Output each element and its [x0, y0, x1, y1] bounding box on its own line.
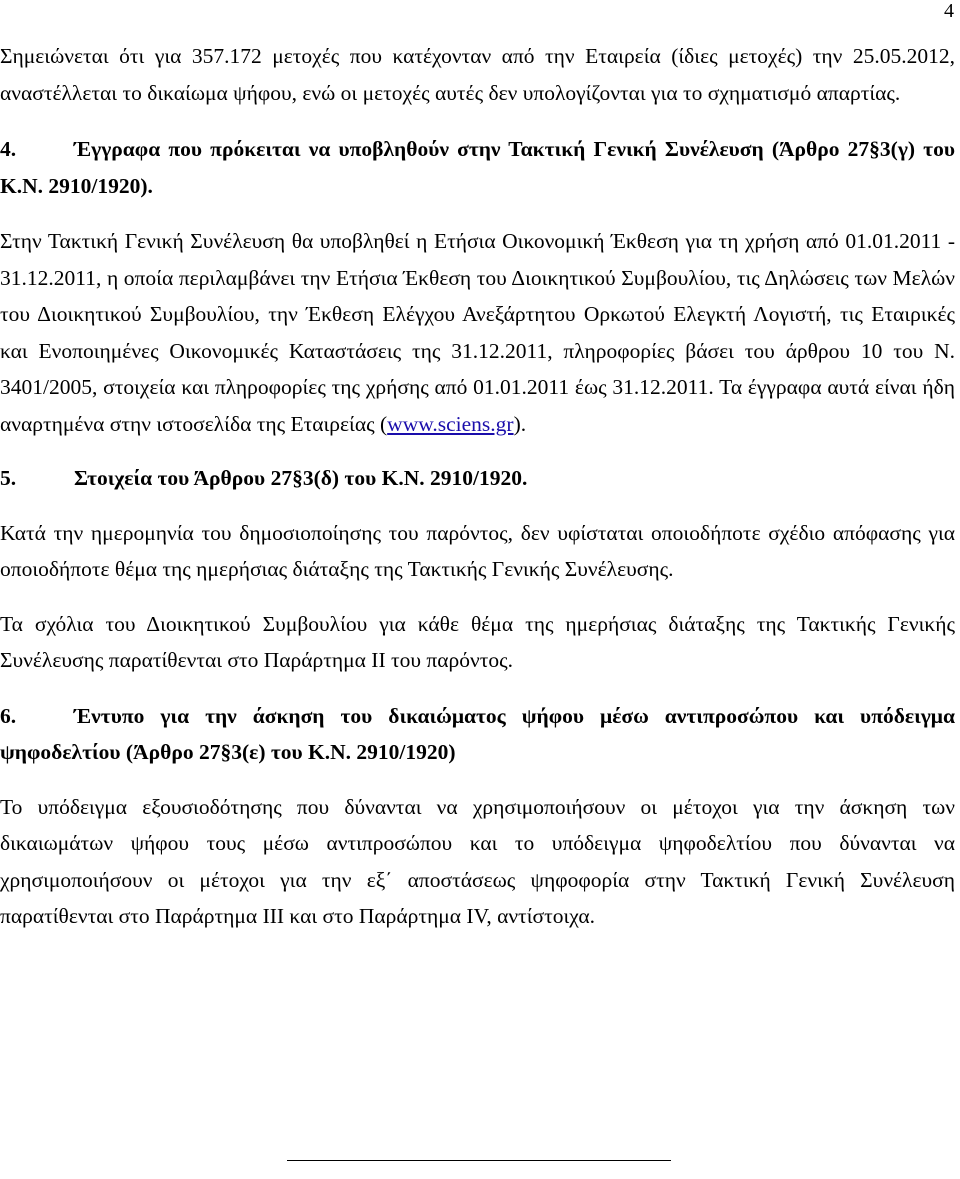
paragraph-proxy-forms: Το υπόδειγμα εξουσιοδότησης που δύνανται να χρησιμοποιήσουν οι μέτοχοι για την άσκηση των δικαιωμάτων ψήφου τους μέσω αντιπροσώπου και το υπόδειγμα ψηφοδελτίου που δύνανται να χρησιμοποιήσουν οι μέτοχοι για την εξ΄ αποστάσεως ψηφοφορία στην Τακτική Γενική Συνέλευση παρατίθενται στο Παράρτημα ΙΙΙ και στο Παράρτημα IV, αντίστοιχα.: [0, 794, 955, 928]
footnote-separator: [287, 1160, 671, 1161]
paragraph-documents-end: ).: [513, 411, 527, 436]
website-link[interactable]: www.sciens.gr: [387, 411, 514, 436]
document-body: [0, 38, 955, 935]
section-title-5: Στοιχεία του Άρθρου 27§3(δ) του Κ.Ν. 2910/1920.: [74, 466, 528, 490]
section-number-4: 4.: [0, 137, 17, 161]
section-number-5: 5.: [0, 466, 17, 490]
section-heading-6: [0, 698, 955, 771]
section-number-6: 6.: [0, 703, 17, 728]
section-title-4: Έγγραφα που πρόκειται να υποβληθούν στην Τακτική Γενική Συνέλευση (Άρθρο 27§3(γ) του Κ.Ν. 2910/1920).: [0, 137, 955, 198]
paragraph-draft-decisions: Κατά την ημερομηνία του δημοσιοποίησης του παρόντος, δεν υφίσταται οποιοδήποτε σχέδιο απόφασης για οποιοδήποτε θέμα της ημερήσιας διάταξης της Τακτικής Γενικής Συνέλευσης.: [0, 520, 955, 581]
section-heading-4: [0, 131, 955, 204]
section-heading-5: [0, 460, 955, 497]
paragraph-board-comments: Τα σχόλια του Διοικητικού Συμβουλίου για κάθε θέμα της ημερήσιας διάταξης της Τακτικής Γενικής Συνέλευσης παρατίθενται στο Παράρτημα ΙΙ του παρόντος.: [0, 611, 955, 672]
paragraph-documents-text: Στην Τακτική Γενική Συνέλευση θα υποβληθεί η Ετήσια Οικονομική Έκθεση για τη χρήση από 01.01.2011 - 31.12.2011, η οποία περιλαμβάνει την Ετήσια Έκθεση του Διοικητικού Συμβουλίου, τις Δηλώσεις των Μελών του Διοικητικού Συμβουλίου, την Έκθεση Ελέγχου Ανεξάρτητου Ορκωτού Ελεγκτή Λογιστή, τις Εταιρικές και Ενοποιημένες Οικονομικές Καταστάσεις της 31.12.2011, πληροφορίες βάσει του άρθρου 10 του Ν. 3401/2005, στοιχεία και πληροφορίες της χρήσης από 01.01.2011 έως 31.12.2011. Τα έγγραφα αυτά είναι ήδη αναρτημένα στην ιστοσελίδα της Εταιρείας (: [0, 229, 955, 436]
paragraph-own-shares: Σημειώνεται ότι για 357.172 μετοχές που κατέχονταν από την Εταιρεία (ίδιες μετοχές) την 25.05.2012, αναστέλλεται το δικαίωμα ψήφου, ενώ οι μετοχές αυτές δεν υπολογίζονται για το σχηματισμό απαρτίας.: [0, 44, 955, 105]
section-title-6: Έντυπο για την άσκηση του δικαιώματος ψήφου μέσω αντιπροσώπου και υπόδειγμα ψηφοδελτίου (Άρθρο 27§3(ε) του Κ.Ν. 2910/1920): [0, 703, 955, 764]
paragraph-documents: [0, 223, 955, 442]
page-number: 4: [944, 0, 954, 22]
